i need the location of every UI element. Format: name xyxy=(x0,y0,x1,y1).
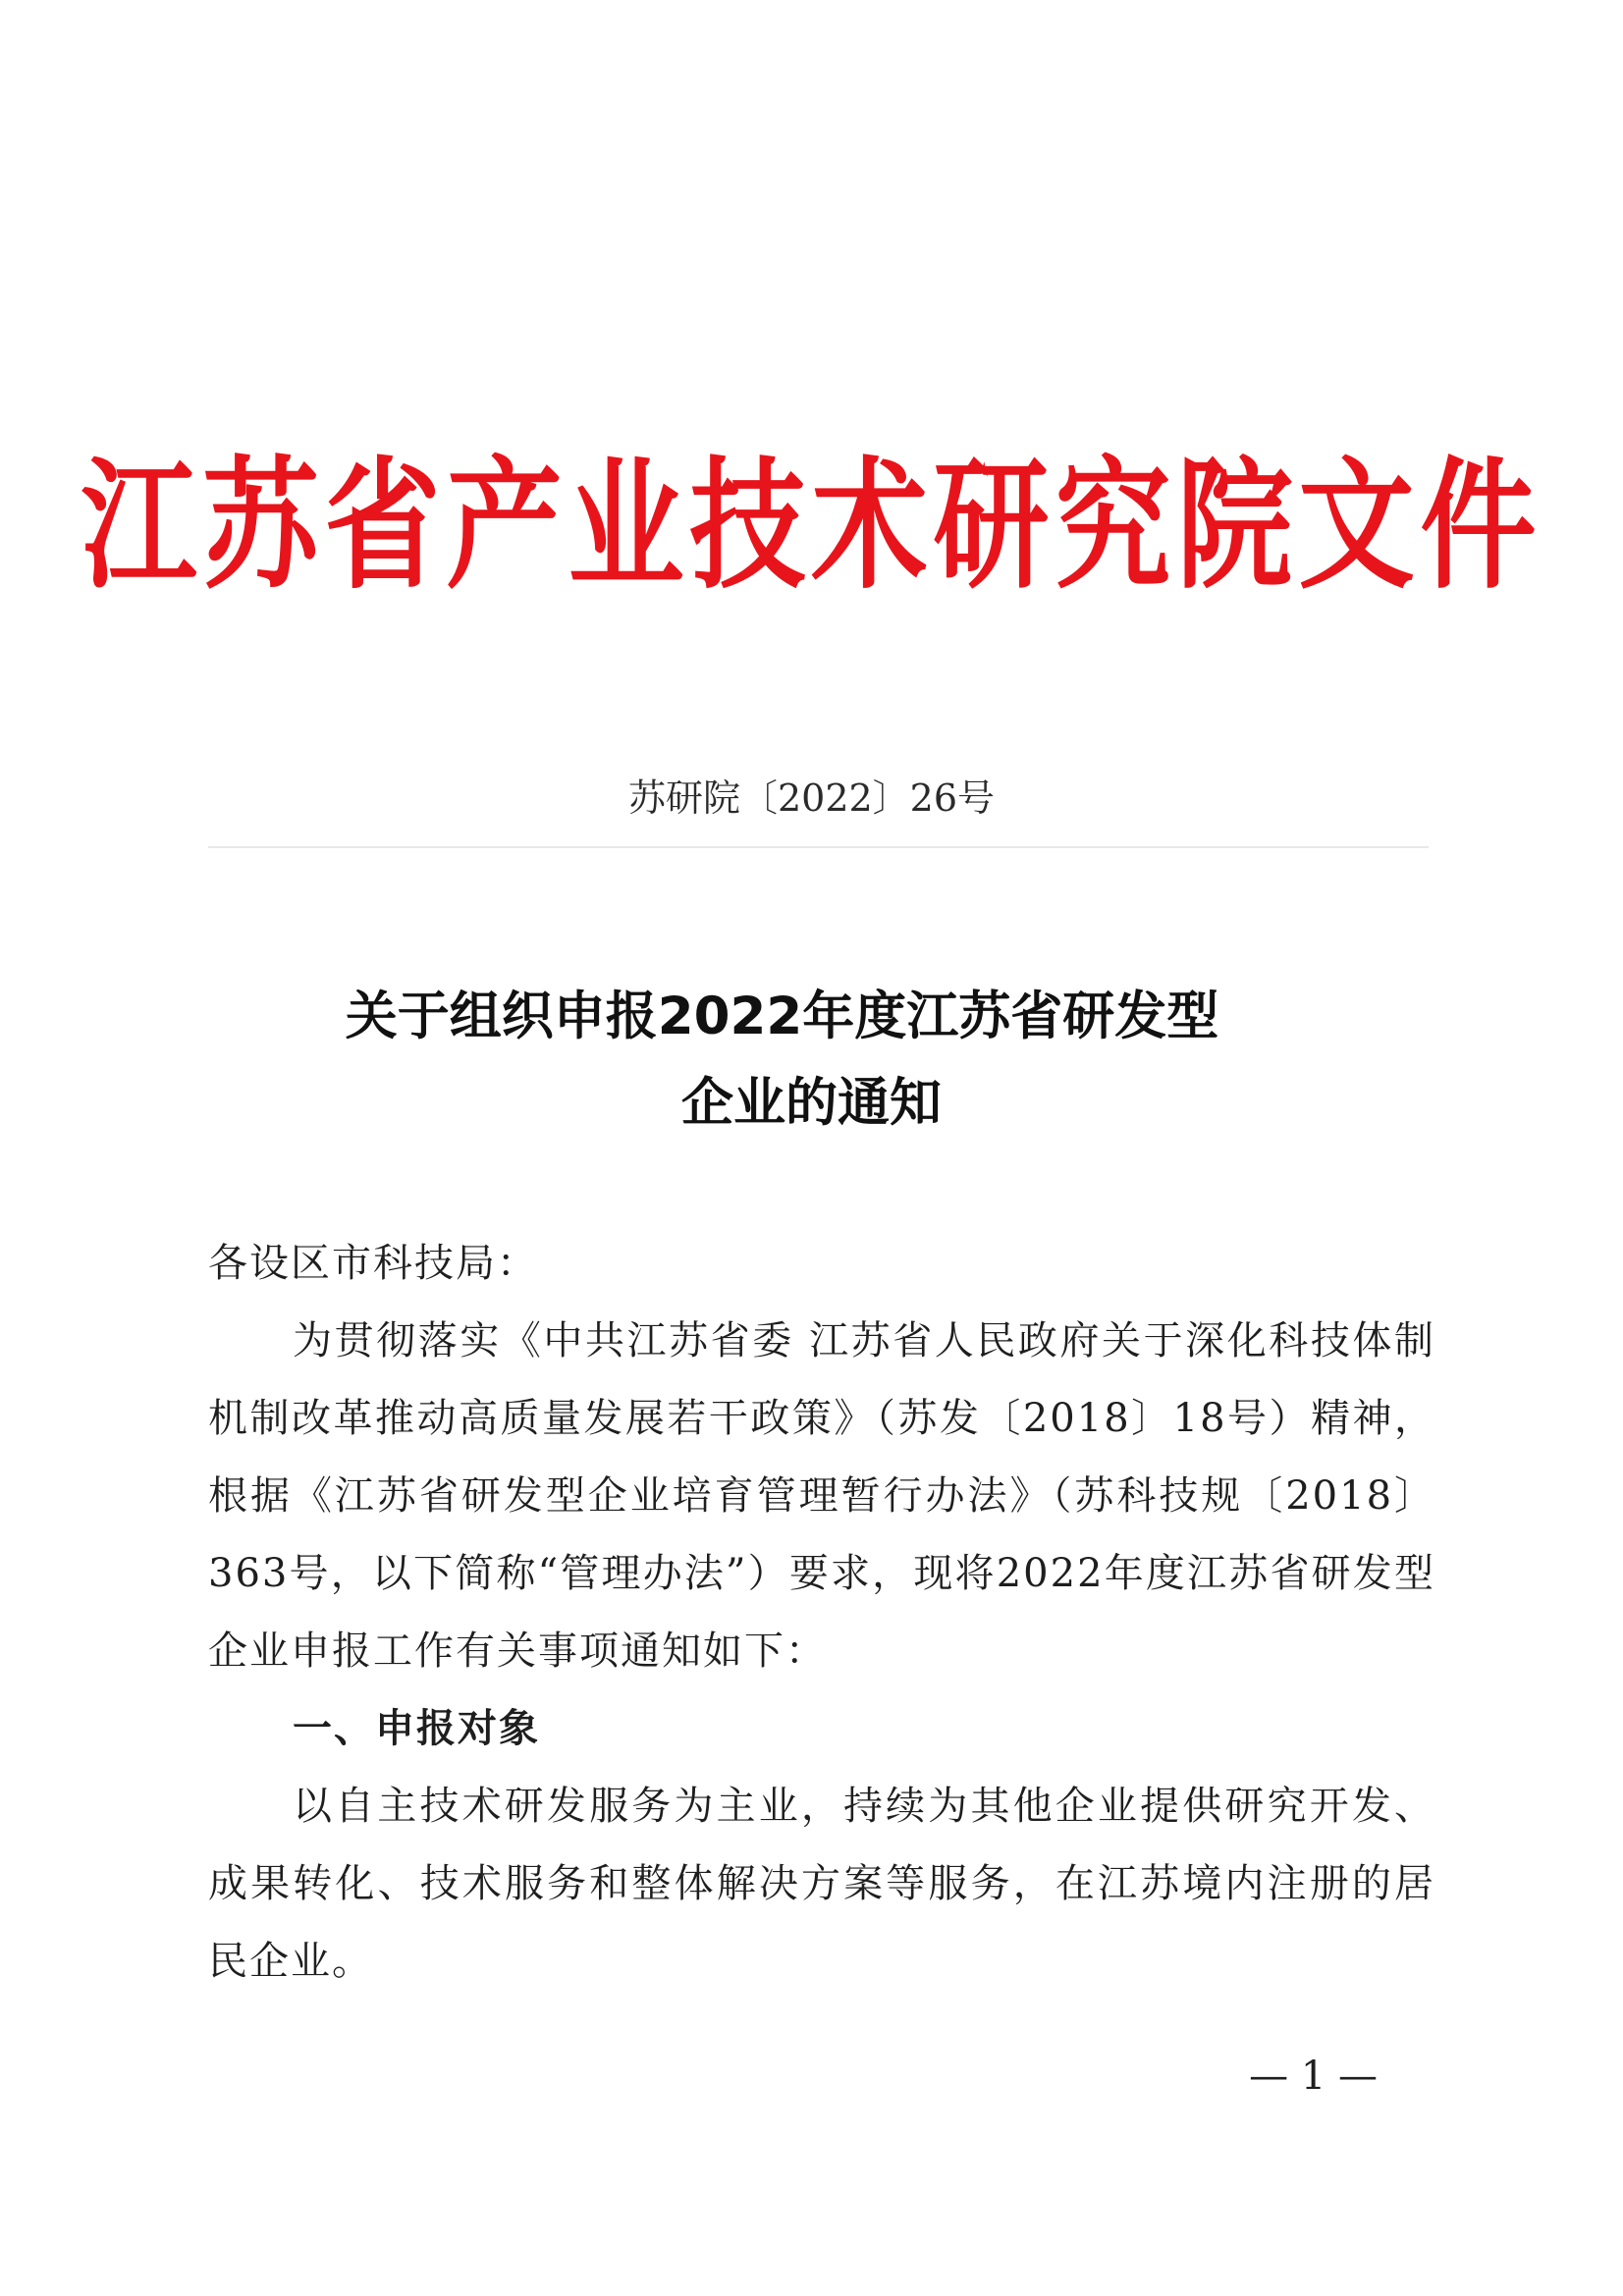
section-1-paragraph: 以自主技术研发服务为主业，持续为其他企业提供研究开发、成果转化、技术服务和整体解决方案等服务，在江苏境内注册的居民企业。 xyxy=(208,1784,1435,1984)
separator-line xyxy=(208,846,1429,848)
document-number: 苏研院〔2022〕26号 xyxy=(627,776,996,820)
masthead-title: 江苏省产业技术研究院文件 xyxy=(81,442,1542,609)
salutation: 各设区市科技局： xyxy=(208,1241,538,1286)
intro-paragraph: 为贯彻落实《中共江苏省委 江苏省人民政府关于深化科技体制机制改革推动高质量发展若干政策》（苏发〔2018〕18号）精神，根据《江苏省研发型企业培育管理暂行办法》（苏科技规〔2018〕363号，以下简称“管理办法”）要求，现将2022年度江苏省研发型企业申报工作有关事项通知如下： xyxy=(208,1318,1435,1674)
section-heading-1: 一、申报对象 xyxy=(293,1706,540,1751)
notice-title-line-2: 企业的通知 xyxy=(681,1073,942,1133)
document-body xyxy=(208,1225,1435,2001)
page-number: — 1 — xyxy=(1249,2054,1378,2099)
notice-title-line-1: 关于组织申报2022年度江苏省研发型 xyxy=(345,987,1219,1046)
notice-title xyxy=(0,974,1623,1147)
